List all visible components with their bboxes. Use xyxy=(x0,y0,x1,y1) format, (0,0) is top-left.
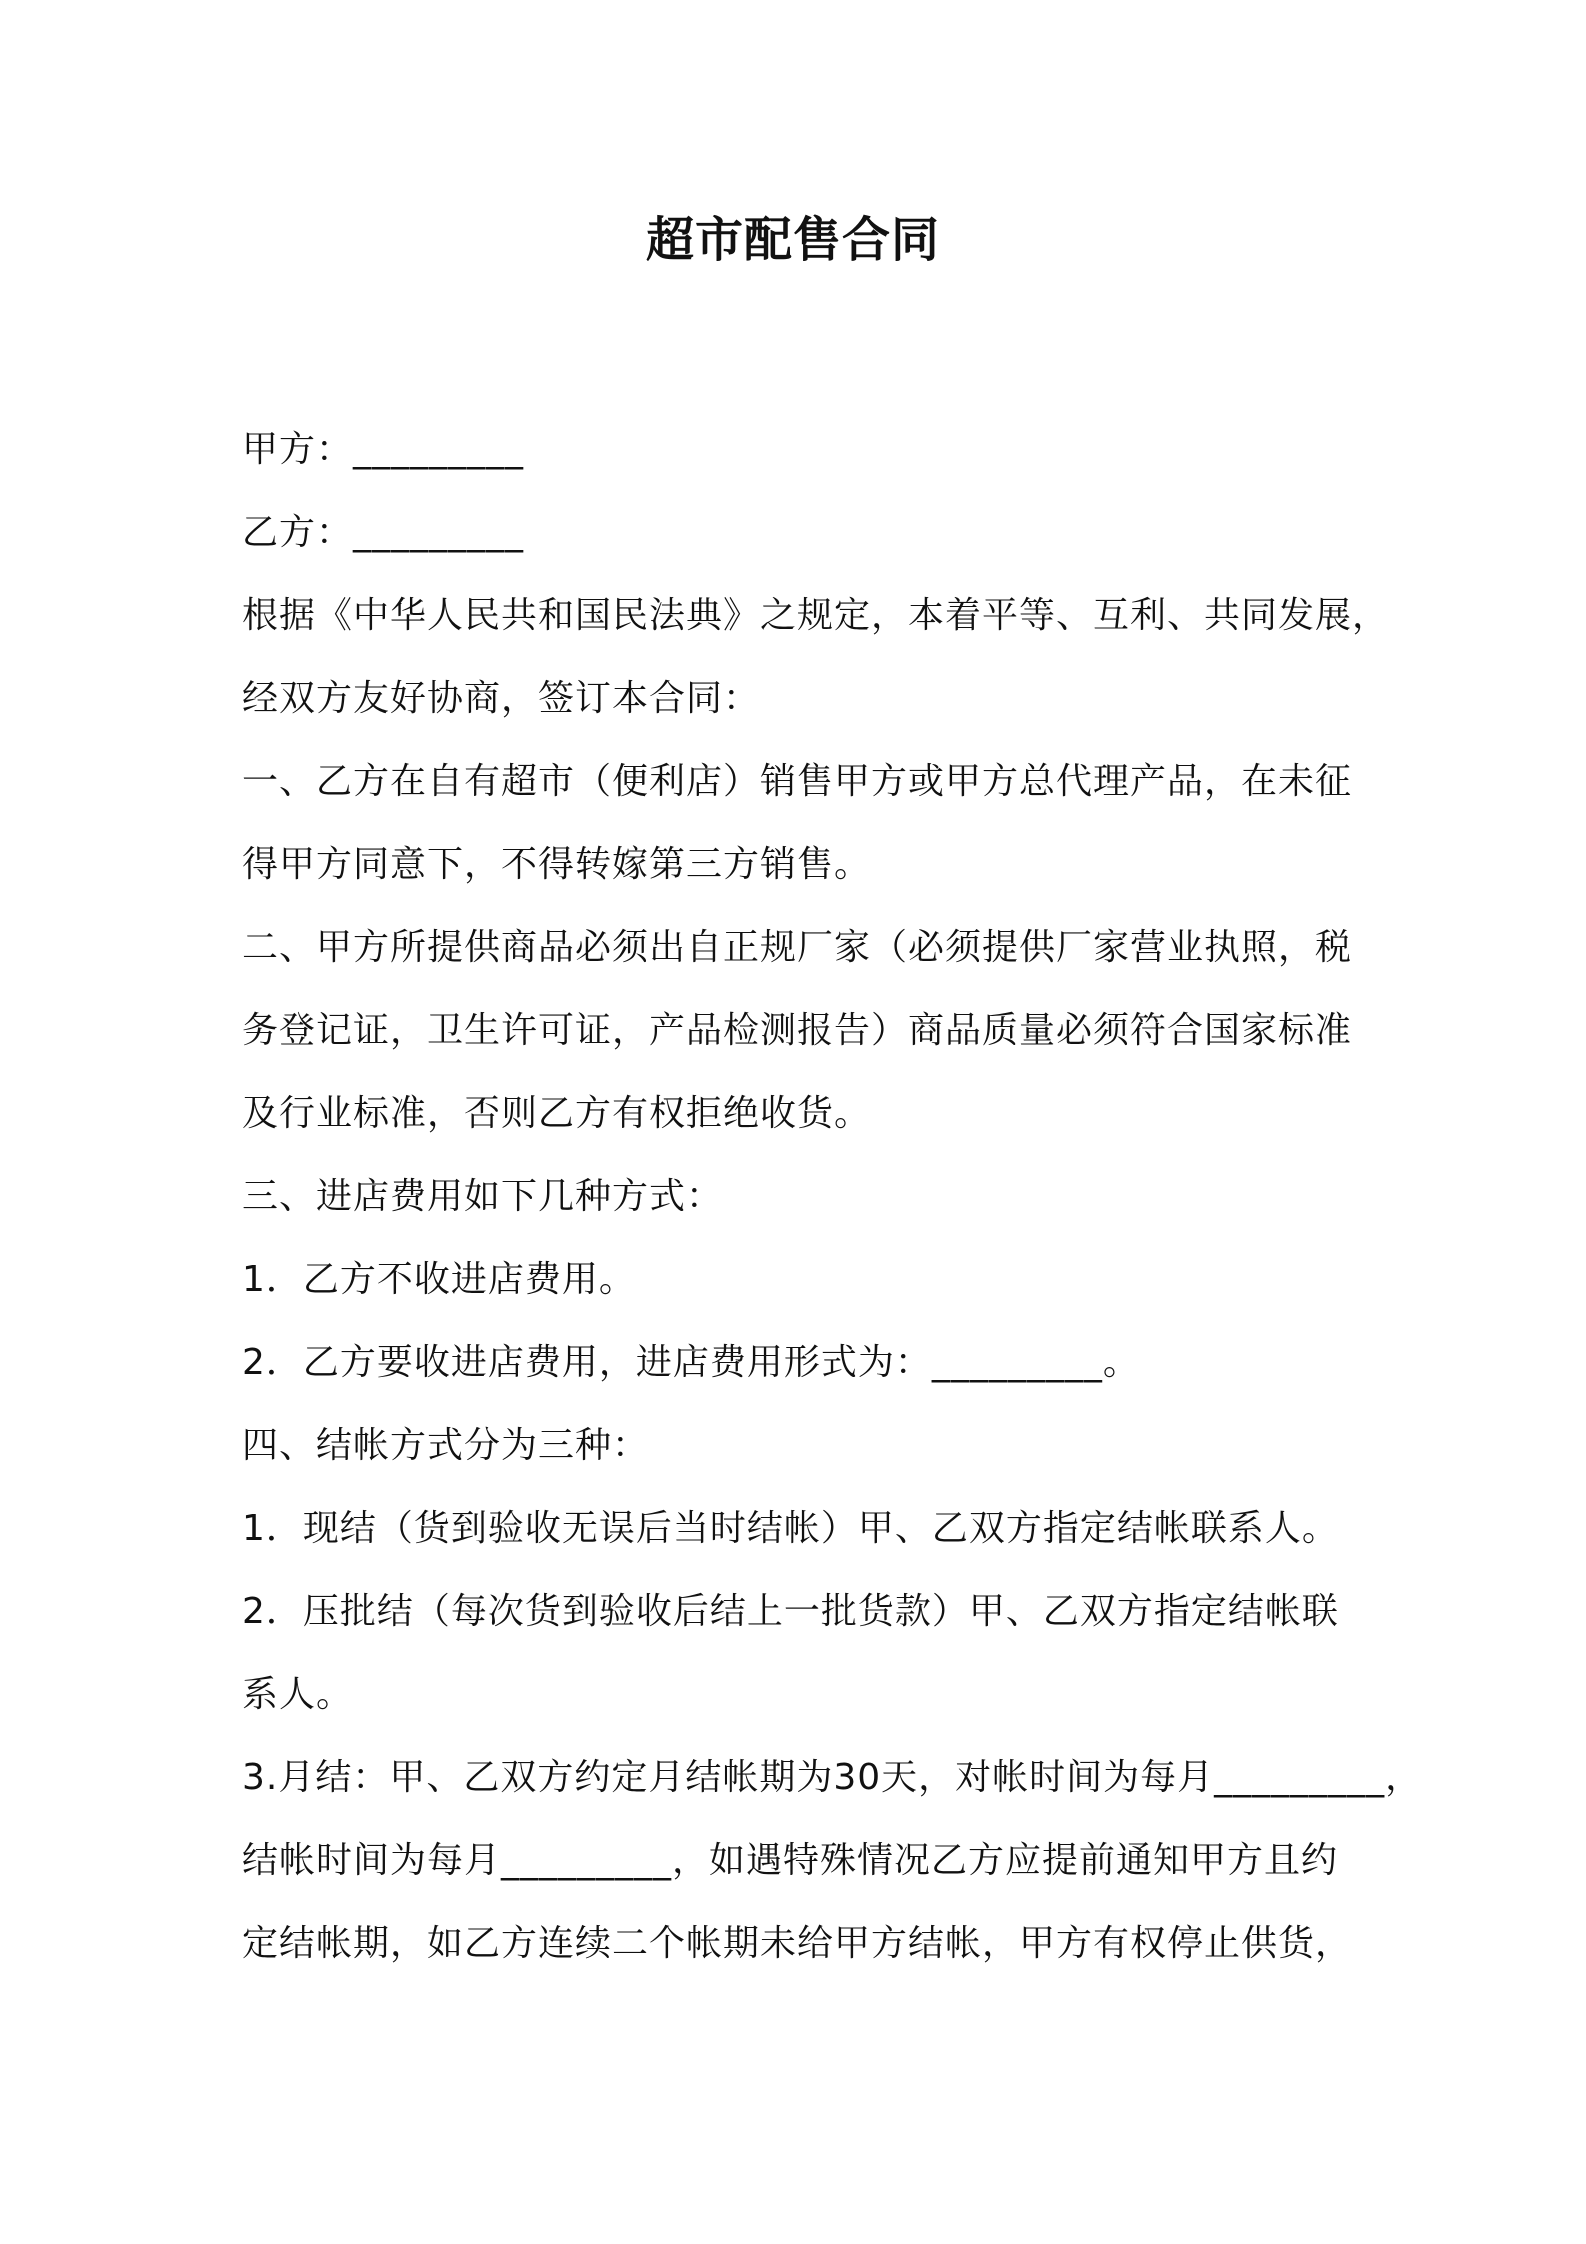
clause-4-item-2-line-1: 2．压批结（每次货到验收后结上一批货款）甲、乙双方指定结帐联 xyxy=(242,1591,1339,1632)
party-a-line: 甲方：_________ xyxy=(242,429,525,470)
clause-4-item-3-line-3: 定结帐期，如乙方连续二个帐期未给甲方结帐，甲方有权停止供货， xyxy=(242,1923,1353,1964)
clause-4-item-1: 1．现结（货到验收无误后当时结帐）甲、乙双方指定结帐联系人。 xyxy=(242,1508,1339,1549)
clause-3-heading: 三、进店费用如下几种方式： xyxy=(242,1176,724,1217)
clause-1-line-1: 一、乙方在自有超市（便利店）销售甲方或甲方总代理产品，在未征 xyxy=(242,761,1353,802)
clause-3-item-2: 2．乙方要收进店费用，进店费用形式为：_________。 xyxy=(242,1342,1140,1383)
document-body xyxy=(242,408,1423,1985)
clause-2-line-1: 二、甲方所提供商品必须出自正规厂家（必须提供厂家营业执照，税 xyxy=(242,927,1353,968)
preamble-line-2: 经双方友好协商，签订本合同： xyxy=(242,678,761,719)
party-b-line: 乙方：_________ xyxy=(242,512,525,553)
preamble-line-1: 根据《中华人民共和国民法典》之规定，本着平等、互利、共同发展， xyxy=(242,595,1390,636)
clause-4-item-3-line-2: 结帐时间为每月_________，如遇特殊情况乙方应提前通知甲方且约 xyxy=(242,1840,1339,1881)
clause-4-item-3-line-1: 3.月结：甲、乙双方约定月结帐期为30天，对帐时间为每月_________， xyxy=(242,1757,1423,1798)
document-title: 超市配售合同 xyxy=(645,212,940,268)
clause-3-item-1: 1．乙方不收进店费用。 xyxy=(242,1259,636,1300)
clause-2-line-2: 务登记证，卫生许可证，产品检测报告）商品质量必须符合国家标准 xyxy=(242,1010,1353,1051)
clause-4-heading: 四、结帐方式分为三种： xyxy=(242,1425,650,1466)
clause-2-line-3: 及行业标准，否则乙方有权拒绝收货。 xyxy=(242,1093,872,1134)
clause-1-line-2: 得甲方同意下，不得转嫁第三方销售。 xyxy=(242,844,872,885)
clause-4-item-2-line-2: 系人。 xyxy=(242,1674,354,1715)
